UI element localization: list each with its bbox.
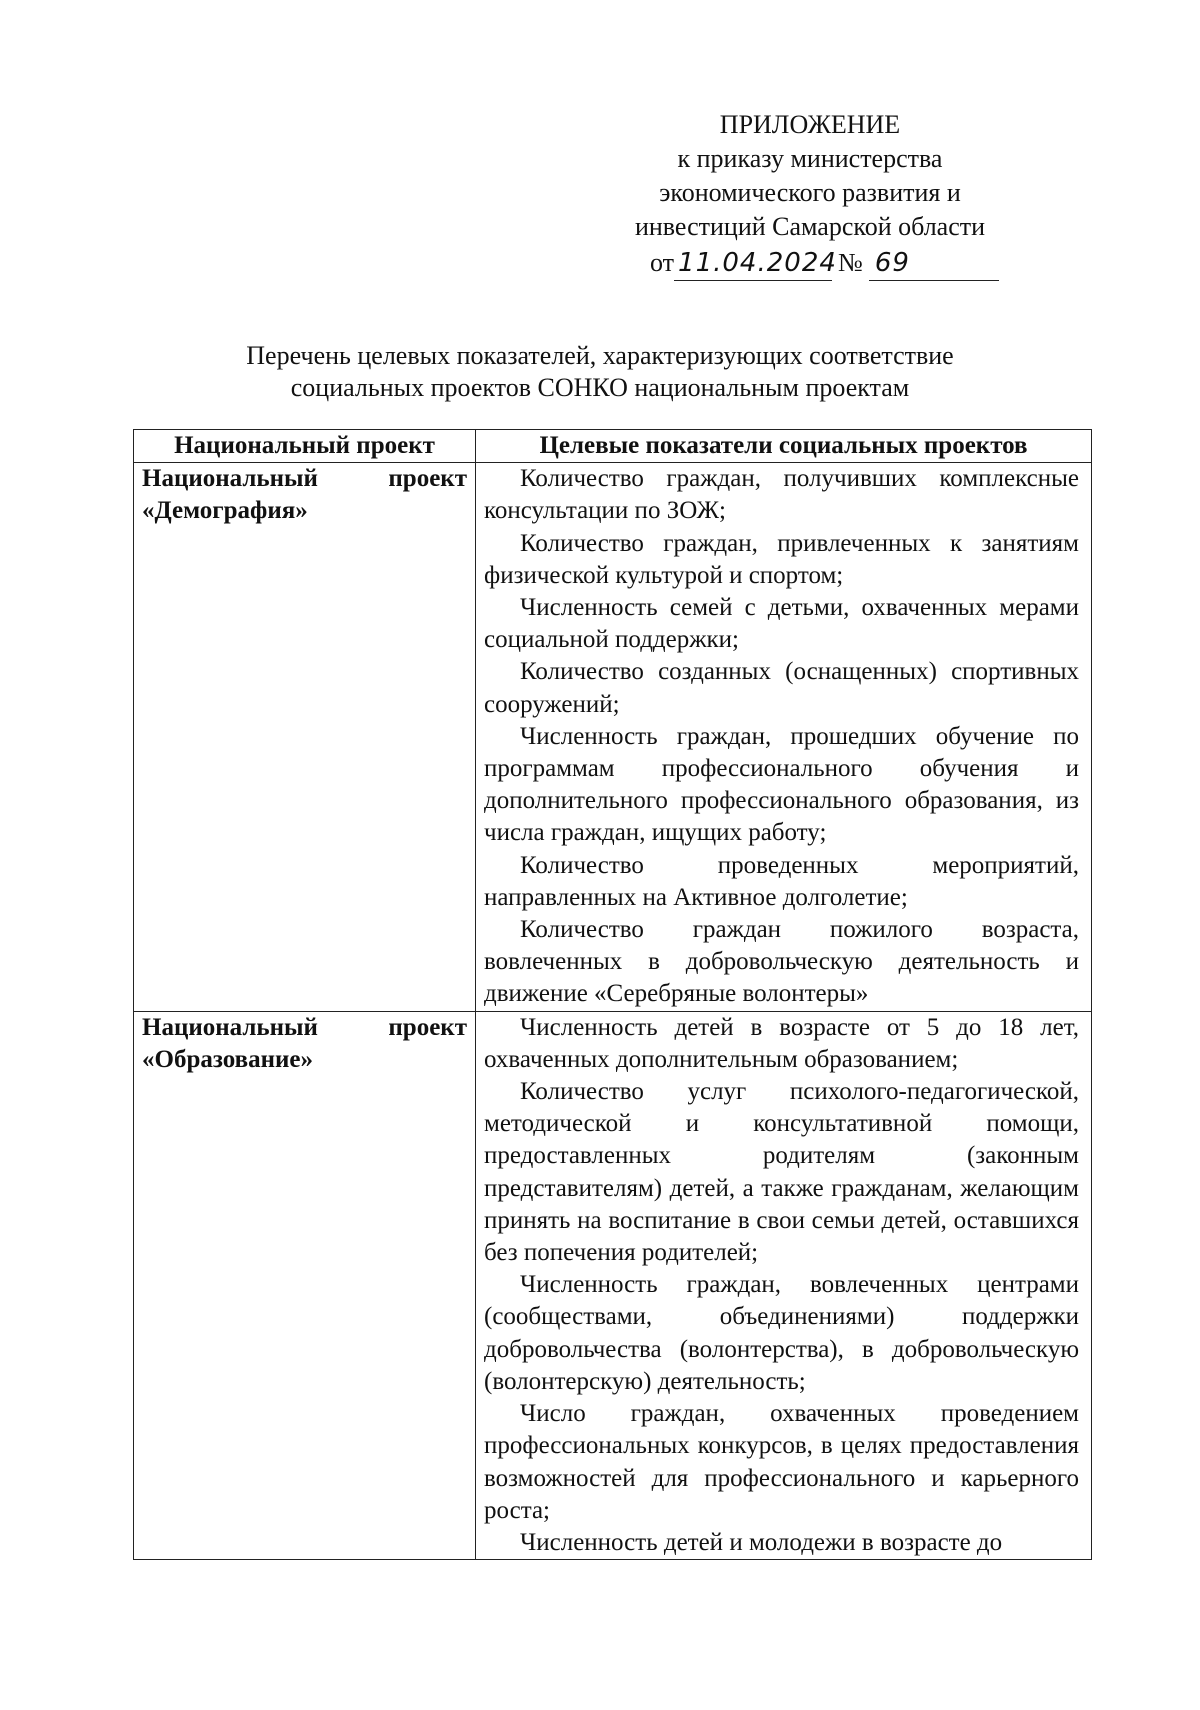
indicator-item: Количество услуг психолого-педагогической, методической и консультативной помощи, предоставленных родителям (законным представителям) детей, а также гражданам, желающим принять на воспитание в свои семьи детей, оставшихся без попечения родителей;: [484, 1078, 1079, 1267]
indicator-item: Численность семей с детьми, охваченных мерами социальной поддержки;: [484, 594, 1079, 654]
project-word: Национальный: [142, 465, 318, 493]
document-title: [150, 340, 1050, 404]
project-name: «Демография»: [142, 497, 308, 525]
column-header-indicators: Целевые показатели социальных проектов: [476, 430, 1092, 463]
order-reference: [600, 246, 1020, 281]
project-word: Национальный: [142, 1013, 318, 1041]
indicator-item: Численность граждан, вовлеченных центрами (сообществами, объединениями) поддержки добровольчества (волонтерства), в добровольческую (волонтерскую) деятельность;: [484, 1271, 1079, 1395]
appendix-title: ПРИЛОЖЕНИЕ: [719, 110, 901, 139]
indicators-cell: [476, 463, 1092, 1011]
appendix-header: [600, 108, 1020, 281]
order-number: 69: [869, 246, 999, 281]
column-header-project: Национальный проект: [134, 430, 476, 463]
indicator-item: Количество проведенных мероприятий, направленных на Активное долголетие;: [484, 851, 1079, 911]
indicator-item: Количество граждан пожилого возраста, вовлеченных в добровольческую деятельность и движение «Серебряные волонтеры»: [484, 916, 1079, 1008]
indicator-item: Численность граждан, прошедших обучение по программам профессионального обучения и дополнительного профессионального образования, из числа граждан, ищущих работу;: [484, 722, 1079, 847]
indicator-item: Численность детей и молодежи в возрасте до: [520, 1528, 1003, 1556]
project-word: проект: [388, 465, 467, 493]
order-number-sign: №: [838, 248, 863, 277]
appendix-line: инвестиций Самарской области: [634, 212, 986, 241]
project-name: «Образование»: [142, 1045, 314, 1073]
table-header-row: [134, 430, 1092, 463]
project-cell: [134, 1011, 476, 1559]
indicator-item: Число граждан, охваченных проведением профессиональных конкурсов, в целях предоставления возможностей для профессионального и карьерного роста;: [484, 1400, 1079, 1524]
indicator-item: Численность детей в возрасте от 5 до 18 лет, охваченных дополнительным образованием;: [484, 1013, 1079, 1073]
project-cell: [134, 463, 476, 1011]
indicator-item: Количество созданных (оснащенных) спортивных сооружений;: [484, 658, 1079, 718]
indicators-cell: [476, 1011, 1092, 1559]
indicator-item: Количество граждан, привлеченных к занятиям физической культурой и спортом;: [484, 529, 1079, 589]
order-date: 11.04.2024: [674, 246, 832, 281]
indicators-table: [133, 429, 1092, 1560]
indicator-item: Количество граждан, получивших комплексные консультации по ЗОЖ;: [484, 465, 1079, 525]
document-title-line: социальных проектов СОНКО национальным проектам: [290, 373, 910, 402]
table-row: [134, 463, 1092, 1011]
project-word: проект: [388, 1013, 467, 1041]
order-prefix: от: [650, 248, 675, 277]
table-row: [134, 1011, 1092, 1559]
document-title-line: Перечень целевых показателей, характеризующих соответствие: [246, 341, 954, 370]
appendix-line: к приказу министерства: [677, 144, 943, 173]
appendix-line: экономического развития и: [659, 178, 961, 207]
